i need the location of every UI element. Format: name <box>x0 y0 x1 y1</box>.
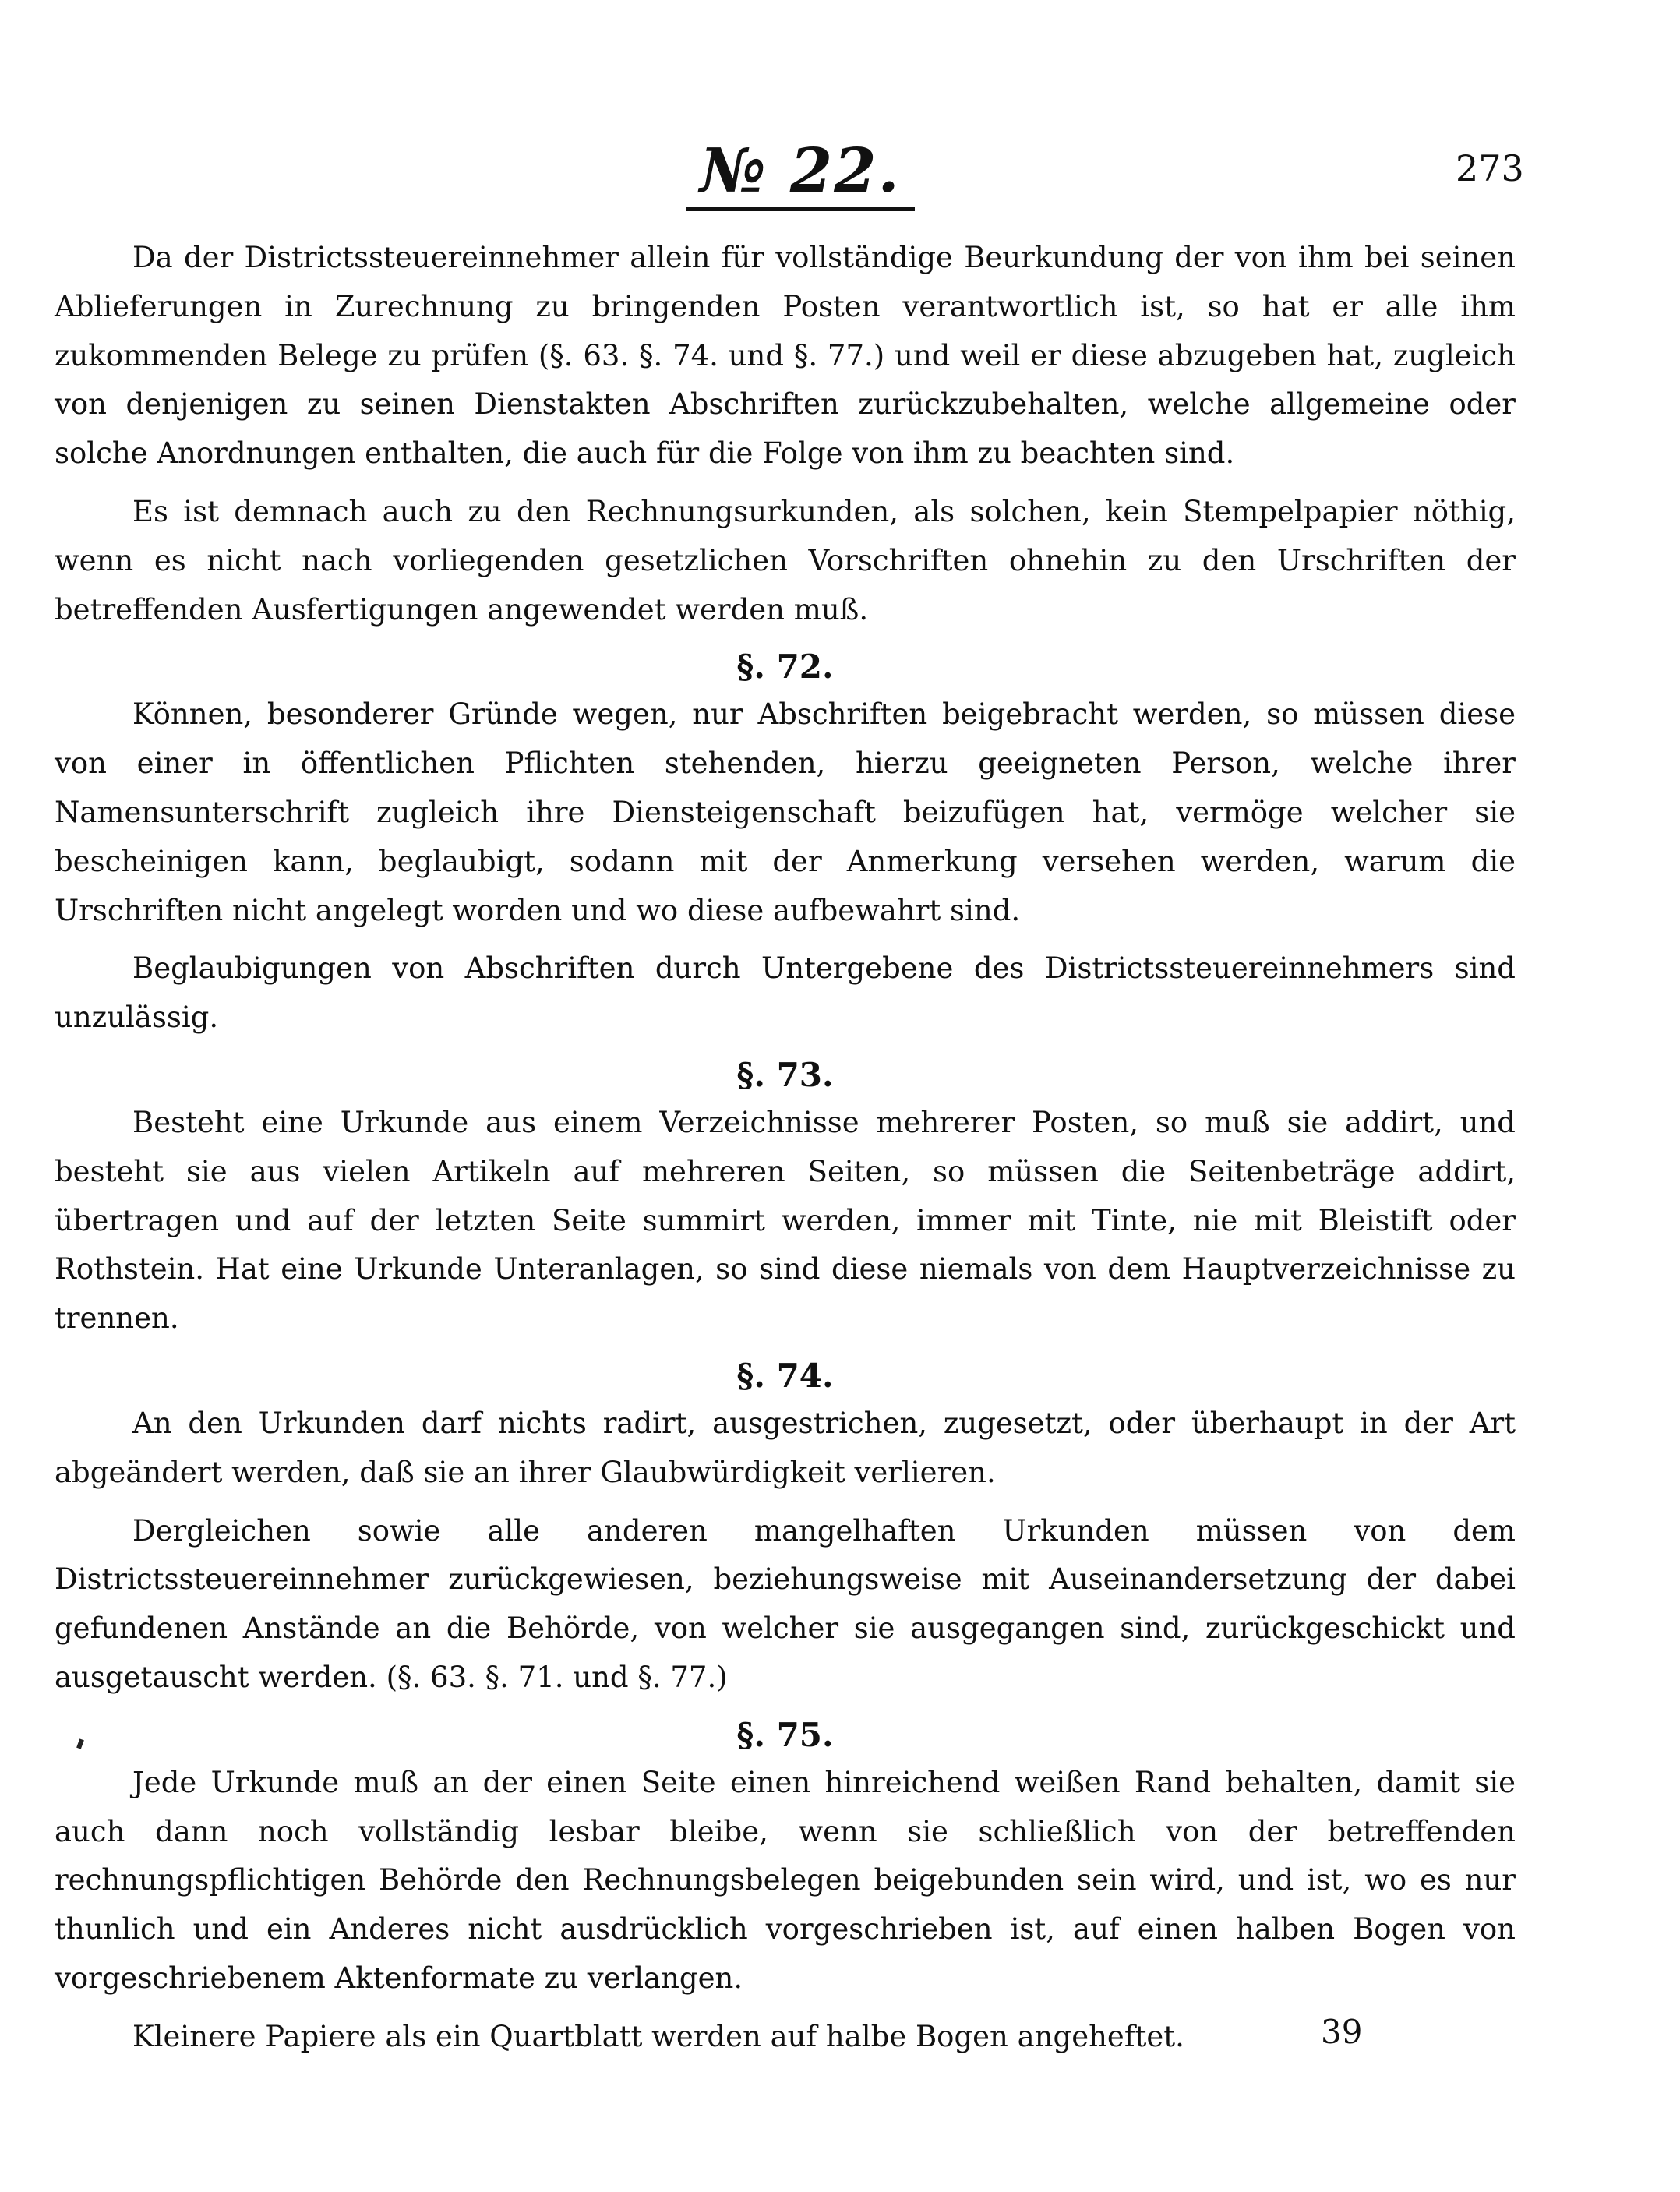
paragraph: Da der Districtssteuereinnehmer allein für vollständige Beurkundung der von ihm bei seinen Ablieferungen in Zurechnung zu bringenden Posten verantwortlich ist, so hat er alle ihm zukommenden Belege zu prüfen (§. 63. §. 74. und §. 77.) und weil er diese abzugeben hat, zugleich von denjenigen zu seinen Dienstakten Abschriften zurückzubehalten, welche allgemeine oder solche Anordnungen enthalten, die auch für die Folge von ihm zu beachten sind. <box>55 241 1516 471</box>
page-number: 273 <box>1456 147 1524 189</box>
paragraph: Besteht eine Urkunde aus einem Verzeichnisse mehrerer Posten, so muß sie addirt, und besteht sie aus vielen Artikeln auf mehreren Seiten, so müssen die Seitenbeträge addirt, übertragen und auf der letzten Seite summirt werden, immer mit Tinte, nie mit Bleistift oder Rothstein. Hat eine Urkunde Unteranlagen, so sind diese niemals von dem Hauptverzeichnisse zu trennen. <box>55 1105 1516 1336</box>
body-text <box>55 234 1516 2071</box>
section-heading: §. 74. <box>736 1356 834 1395</box>
section-73 <box>55 1052 1516 1343</box>
paragraph: Kleinere Papiere als ein Quartblatt werden auf halbe Bogen angeheftet. <box>132 2019 1184 2053</box>
issue-number: № 22. <box>686 139 915 211</box>
paragraph: Können, besonderer Gründe wegen, nur Abschriften beigebracht werden, so müssen diese von einer in öffentlichen Pflichten stehenden, hierzu geeigneten Person, welche ihrer Namensunterschrift zugleich ihre Diensteigenschaft beizufügen hat, vermöge welcher sie bescheinigen kann, beglaubigt, sodann mit der Anmerkung versehen werden, warum die Urschriften nicht angelegt worden und wo diese aufbewahrt sind. <box>55 697 1516 927</box>
section-heading: §. 72. <box>736 648 834 687</box>
paragraph: Beglaubigungen von Abschriften durch Untergebene des Districtssteuereinnehmers sind unzulässig. <box>55 951 1516 1035</box>
section-74 <box>55 1353 1516 1703</box>
paragraph: Es ist demnach auch zu den Rechnungsurkunden, als solchen, kein Stempelpapier nöthig, wenn es nicht nach vorliegenden gesetzlichen Vorschriften ohnehin zu den Urschriften der betreffenden Ausfertigungen angewendet werden muß. <box>55 494 1516 627</box>
section-72 <box>55 644 1516 1043</box>
section-intro <box>55 234 1516 634</box>
paragraph: Dergleichen sowie alle anderen mangelhaften Urkunden müssen von dem Districtssteuereinnehmer zurückgewiesen, beziehungsweise mit Auseinandersetzung der dabei gefundenen Anstände an die Behörde, von welcher sie ausgegangen sind, zurückgeschickt und ausgetauscht werden. (§. 63. §. 71. und §. 77.) <box>55 1513 1516 1694</box>
sheet-signature: 39 <box>1321 2013 1363 2051</box>
section-heading: §. 73. <box>736 1055 834 1094</box>
page-header <box>0 132 1680 218</box>
paragraph: Jede Urkunde muß an der einen Seite einen hinreichend weißen Rand behalten, damit sie auch dann noch vollständig lesbar bleibe, wenn sie schließlich von der betreffenden rechnungspflichtigen Behörde den Rechnungsbelegen beigebunden sein wird, und ist, wo es nur thunlich und ein Anderes nicht ausdrücklich vorgeschrieben ist, auf einen halben Bogen von vorgeschriebenem Aktenformate zu verlangen. <box>55 1765 1516 1995</box>
section-heading: §. 75. <box>736 1715 834 1754</box>
section-75 <box>55 1712 1516 2062</box>
paragraph: An den Urkunden darf nichts radirt, ausgestrichen, zugesetzt, oder überhaupt in der Art abgeändert werden, daß sie an ihrer Glaubwürdigkeit verlieren. <box>55 1406 1516 1489</box>
